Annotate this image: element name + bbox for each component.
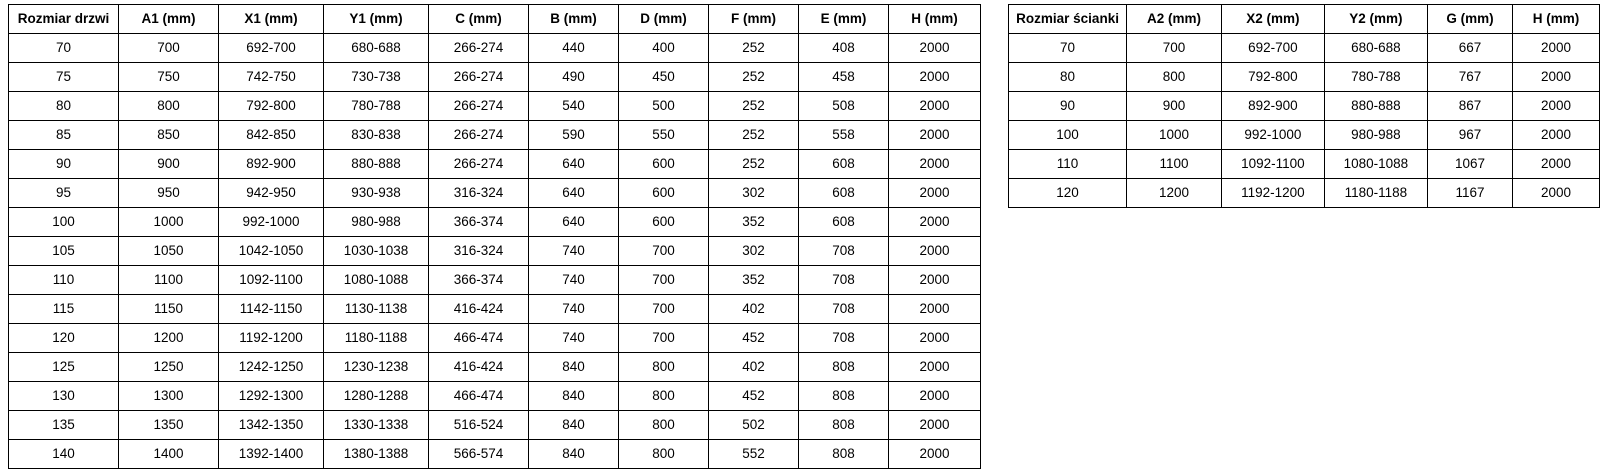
door-table-cell: 1392-1400 bbox=[219, 440, 324, 469]
door-table-cell: 950 bbox=[119, 179, 219, 208]
wall-table-column-header: H (mm) bbox=[1513, 5, 1600, 34]
wall-table-cell: 90 bbox=[1009, 92, 1127, 121]
door-table-cell: 1000 bbox=[119, 208, 219, 237]
door-table-cell: 1292-1300 bbox=[219, 382, 324, 411]
door-table-cell: 1042-1050 bbox=[219, 237, 324, 266]
door-table-cell: 840 bbox=[529, 411, 619, 440]
door-table-cell: 2000 bbox=[889, 34, 981, 63]
table-header-row bbox=[9, 5, 981, 34]
door-table-cell: 266-274 bbox=[429, 121, 529, 150]
wall-table-cell: 2000 bbox=[1513, 34, 1600, 63]
door-table-column-header: B (mm) bbox=[529, 5, 619, 34]
door-table-cell: 730-738 bbox=[324, 63, 429, 92]
door-table-column-header: X1 (mm) bbox=[219, 5, 324, 34]
table-row bbox=[1009, 121, 1600, 150]
wall-table-cell: 1200 bbox=[1127, 179, 1222, 208]
table-row bbox=[9, 208, 981, 237]
door-table-cell: 416-424 bbox=[429, 295, 529, 324]
table-row bbox=[9, 295, 981, 324]
door-table-column-header: A1 (mm) bbox=[119, 5, 219, 34]
door-table-cell: 466-474 bbox=[429, 382, 529, 411]
door-table-cell: 408 bbox=[799, 34, 889, 63]
door-table-cell: 440 bbox=[529, 34, 619, 63]
door-table-cell: 316-324 bbox=[429, 237, 529, 266]
door-table-header bbox=[9, 5, 981, 34]
wall-table-cell: 780-788 bbox=[1324, 63, 1427, 92]
door-table-cell: 502 bbox=[709, 411, 799, 440]
door-table-cell: 1050 bbox=[119, 237, 219, 266]
door-table-cell: 266-274 bbox=[429, 63, 529, 92]
door-table-cell: 608 bbox=[799, 150, 889, 179]
wall-table-cell: 2000 bbox=[1513, 179, 1600, 208]
table-row bbox=[1009, 179, 1600, 208]
wall-table-cell: 1180-1188 bbox=[1324, 179, 1427, 208]
table-row bbox=[9, 179, 981, 208]
door-table-cell: 600 bbox=[619, 179, 709, 208]
door-table-cell: 640 bbox=[529, 179, 619, 208]
door-table-cell: 780-788 bbox=[324, 92, 429, 121]
door-table-cell: 366-374 bbox=[429, 266, 529, 295]
door-table-cell: 800 bbox=[119, 92, 219, 121]
wall-table-cell: 110 bbox=[1009, 150, 1127, 179]
table-row bbox=[9, 411, 981, 440]
wall-table-cell: 692-700 bbox=[1221, 34, 1324, 63]
door-table-cell: 80 bbox=[9, 92, 119, 121]
door-table-cell: 135 bbox=[9, 411, 119, 440]
door-table-cell: 742-750 bbox=[219, 63, 324, 92]
door-table-cell: 1130-1138 bbox=[324, 295, 429, 324]
door-table-cell: 750 bbox=[119, 63, 219, 92]
door-table-cell: 70 bbox=[9, 34, 119, 63]
wall-table-column-header: X2 (mm) bbox=[1221, 5, 1324, 34]
door-table-cell: 2000 bbox=[889, 179, 981, 208]
door-table-cell: 2000 bbox=[889, 63, 981, 92]
door-table-cell: 2000 bbox=[889, 208, 981, 237]
wall-table-cell: 2000 bbox=[1513, 63, 1600, 92]
wall-table-cell: 2000 bbox=[1513, 121, 1600, 150]
door-table-cell: 416-424 bbox=[429, 353, 529, 382]
door-table-cell: 700 bbox=[619, 266, 709, 295]
table-row bbox=[9, 353, 981, 382]
wall-table-cell: 792-800 bbox=[1221, 63, 1324, 92]
door-table-cell: 458 bbox=[799, 63, 889, 92]
door-size-table-container bbox=[8, 4, 981, 469]
door-table-cell: 558 bbox=[799, 121, 889, 150]
door-table-cell: 252 bbox=[709, 121, 799, 150]
door-table-cell: 800 bbox=[619, 411, 709, 440]
table-row bbox=[1009, 34, 1600, 63]
door-table-cell: 808 bbox=[799, 440, 889, 469]
wall-table-column-header: Rozmiar ścianki bbox=[1009, 5, 1127, 34]
wall-table-column-header: A2 (mm) bbox=[1127, 5, 1222, 34]
wall-table-cell: 800 bbox=[1127, 63, 1222, 92]
wall-table-header bbox=[1009, 5, 1600, 34]
door-table-cell: 1350 bbox=[119, 411, 219, 440]
table-row bbox=[9, 150, 981, 179]
wall-table-cell: 1192-1200 bbox=[1221, 179, 1324, 208]
door-table-cell: 252 bbox=[709, 150, 799, 179]
door-table-column-header: D (mm) bbox=[619, 5, 709, 34]
wall-table-cell: 80 bbox=[1009, 63, 1127, 92]
wall-table-cell: 1067 bbox=[1427, 150, 1512, 179]
table-row bbox=[1009, 150, 1600, 179]
door-table-cell: 842-850 bbox=[219, 121, 324, 150]
table-row bbox=[1009, 92, 1600, 121]
door-table-cell: 540 bbox=[529, 92, 619, 121]
door-table-cell: 566-574 bbox=[429, 440, 529, 469]
door-table-cell: 466-474 bbox=[429, 324, 529, 353]
table-row bbox=[9, 382, 981, 411]
door-table-cell: 708 bbox=[799, 266, 889, 295]
wall-table-cell: 2000 bbox=[1513, 92, 1600, 121]
door-table-cell: 700 bbox=[119, 34, 219, 63]
door-table-cell: 1330-1338 bbox=[324, 411, 429, 440]
door-table-cell: 266-274 bbox=[429, 92, 529, 121]
door-table-cell: 900 bbox=[119, 150, 219, 179]
door-table-cell: 2000 bbox=[889, 150, 981, 179]
wall-table-cell: 100 bbox=[1009, 121, 1127, 150]
wall-table-cell: 680-688 bbox=[1324, 34, 1427, 63]
door-table-cell: 800 bbox=[619, 353, 709, 382]
wall-table-cell: 867 bbox=[1427, 92, 1512, 121]
door-table-cell: 640 bbox=[529, 150, 619, 179]
door-table-cell: 266-274 bbox=[429, 150, 529, 179]
wall-size-table-container bbox=[1008, 4, 1600, 208]
table-row bbox=[9, 440, 981, 469]
door-table-cell: 1300 bbox=[119, 382, 219, 411]
door-table-cell: 125 bbox=[9, 353, 119, 382]
door-table-cell: 740 bbox=[529, 237, 619, 266]
door-table-column-header: Y1 (mm) bbox=[324, 5, 429, 34]
door-table-cell: 550 bbox=[619, 121, 709, 150]
door-table-cell: 95 bbox=[9, 179, 119, 208]
door-table-cell: 708 bbox=[799, 295, 889, 324]
door-table-cell: 1230-1238 bbox=[324, 353, 429, 382]
door-table-cell: 266-274 bbox=[429, 34, 529, 63]
wall-table-cell: 892-900 bbox=[1221, 92, 1324, 121]
door-table-cell: 992-1000 bbox=[219, 208, 324, 237]
wall-table-cell: 880-888 bbox=[1324, 92, 1427, 121]
wall-table-cell: 120 bbox=[1009, 179, 1127, 208]
door-table-cell: 800 bbox=[619, 382, 709, 411]
wall-table-cell: 992-1000 bbox=[1221, 121, 1324, 150]
door-table-cell: 1100 bbox=[119, 266, 219, 295]
door-table-cell: 680-688 bbox=[324, 34, 429, 63]
door-table-cell: 1380-1388 bbox=[324, 440, 429, 469]
door-table-cell: 708 bbox=[799, 324, 889, 353]
door-table-cell: 700 bbox=[619, 295, 709, 324]
door-size-table bbox=[8, 4, 981, 469]
door-table-cell: 452 bbox=[709, 324, 799, 353]
door-table-cell: 1250 bbox=[119, 353, 219, 382]
door-table-cell: 105 bbox=[9, 237, 119, 266]
wall-table-cell: 700 bbox=[1127, 34, 1222, 63]
door-table-cell: 1342-1350 bbox=[219, 411, 324, 440]
door-table-cell: 830-838 bbox=[324, 121, 429, 150]
door-table-cell: 352 bbox=[709, 208, 799, 237]
door-table-cell: 930-938 bbox=[324, 179, 429, 208]
door-table-cell: 452 bbox=[709, 382, 799, 411]
door-table-cell: 808 bbox=[799, 353, 889, 382]
table-row bbox=[9, 34, 981, 63]
door-table-cell: 600 bbox=[619, 208, 709, 237]
door-table-cell: 552 bbox=[709, 440, 799, 469]
door-table-column-header: F (mm) bbox=[709, 5, 799, 34]
door-table-cell: 880-888 bbox=[324, 150, 429, 179]
wall-size-table bbox=[1008, 4, 1600, 208]
door-table-cell: 2000 bbox=[889, 92, 981, 121]
door-table-cell: 100 bbox=[9, 208, 119, 237]
door-table-cell: 252 bbox=[709, 63, 799, 92]
door-table-cell: 450 bbox=[619, 63, 709, 92]
door-table-cell: 120 bbox=[9, 324, 119, 353]
door-table-column-header: E (mm) bbox=[799, 5, 889, 34]
door-table-cell: 500 bbox=[619, 92, 709, 121]
door-table-cell: 75 bbox=[9, 63, 119, 92]
table-row bbox=[9, 237, 981, 266]
door-table-cell: 1242-1250 bbox=[219, 353, 324, 382]
table-row bbox=[1009, 63, 1600, 92]
door-table-cell: 1200 bbox=[119, 324, 219, 353]
door-table-cell: 130 bbox=[9, 382, 119, 411]
door-table-cell: 2000 bbox=[889, 411, 981, 440]
wall-table-cell: 1167 bbox=[1427, 179, 1512, 208]
door-table-cell: 800 bbox=[619, 440, 709, 469]
door-table-cell: 110 bbox=[9, 266, 119, 295]
door-table-cell: 608 bbox=[799, 208, 889, 237]
door-table-cell: 2000 bbox=[889, 295, 981, 324]
door-table-cell: 1400 bbox=[119, 440, 219, 469]
door-table-cell: 1092-1100 bbox=[219, 266, 324, 295]
door-table-cell: 1080-1088 bbox=[324, 266, 429, 295]
door-table-cell: 2000 bbox=[889, 353, 981, 382]
door-table-cell: 692-700 bbox=[219, 34, 324, 63]
door-table-cell: 90 bbox=[9, 150, 119, 179]
wall-table-cell: 1092-1100 bbox=[1221, 150, 1324, 179]
door-table-cell: 400 bbox=[619, 34, 709, 63]
door-table-cell: 115 bbox=[9, 295, 119, 324]
door-table-column-header: C (mm) bbox=[429, 5, 529, 34]
door-table-cell: 140 bbox=[9, 440, 119, 469]
door-table-cell: 2000 bbox=[889, 237, 981, 266]
wall-table-cell: 1100 bbox=[1127, 150, 1222, 179]
door-table-cell: 508 bbox=[799, 92, 889, 121]
wall-table-cell: 1000 bbox=[1127, 121, 1222, 150]
wall-table-cell: 667 bbox=[1427, 34, 1512, 63]
wall-table-body bbox=[1009, 34, 1600, 208]
door-table-cell: 1150 bbox=[119, 295, 219, 324]
door-table-cell: 1180-1188 bbox=[324, 324, 429, 353]
door-table-cell: 600 bbox=[619, 150, 709, 179]
door-table-cell: 640 bbox=[529, 208, 619, 237]
door-table-cell: 2000 bbox=[889, 382, 981, 411]
door-table-cell: 850 bbox=[119, 121, 219, 150]
door-table-cell: 808 bbox=[799, 411, 889, 440]
door-table-cell: 700 bbox=[619, 237, 709, 266]
door-table-cell: 808 bbox=[799, 382, 889, 411]
door-table-cell: 942-950 bbox=[219, 179, 324, 208]
door-table-cell: 980-988 bbox=[324, 208, 429, 237]
wall-table-cell: 1080-1088 bbox=[1324, 150, 1427, 179]
table-row bbox=[9, 266, 981, 295]
door-table-cell: 516-524 bbox=[429, 411, 529, 440]
wall-table-column-header: G (mm) bbox=[1427, 5, 1512, 34]
door-table-cell: 840 bbox=[529, 382, 619, 411]
wall-table-cell: 70 bbox=[1009, 34, 1127, 63]
wall-table-cell: 967 bbox=[1427, 121, 1512, 150]
table-header-row bbox=[1009, 5, 1600, 34]
door-table-cell: 840 bbox=[529, 353, 619, 382]
door-table-cell: 740 bbox=[529, 295, 619, 324]
wall-table-column-header: Y2 (mm) bbox=[1324, 5, 1427, 34]
door-table-cell: 366-374 bbox=[429, 208, 529, 237]
door-table-cell: 1280-1288 bbox=[324, 382, 429, 411]
door-table-cell: 590 bbox=[529, 121, 619, 150]
door-table-cell: 402 bbox=[709, 353, 799, 382]
door-table-cell: 2000 bbox=[889, 121, 981, 150]
door-table-body bbox=[9, 34, 981, 469]
door-table-cell: 1192-1200 bbox=[219, 324, 324, 353]
door-table-cell: 252 bbox=[709, 34, 799, 63]
door-table-cell: 1030-1038 bbox=[324, 237, 429, 266]
door-table-cell: 352 bbox=[709, 266, 799, 295]
door-table-cell: 740 bbox=[529, 324, 619, 353]
wall-table-cell: 900 bbox=[1127, 92, 1222, 121]
door-table-cell: 2000 bbox=[889, 440, 981, 469]
door-table-cell: 316-324 bbox=[429, 179, 529, 208]
door-table-cell: 792-800 bbox=[219, 92, 324, 121]
door-table-cell: 302 bbox=[709, 237, 799, 266]
door-table-cell: 2000 bbox=[889, 324, 981, 353]
door-table-cell: 892-900 bbox=[219, 150, 324, 179]
door-table-cell: 2000 bbox=[889, 266, 981, 295]
table-row bbox=[9, 63, 981, 92]
door-table-cell: 302 bbox=[709, 179, 799, 208]
table-row bbox=[9, 121, 981, 150]
door-table-cell: 608 bbox=[799, 179, 889, 208]
table-row bbox=[9, 92, 981, 121]
wall-table-cell: 2000 bbox=[1513, 150, 1600, 179]
door-table-cell: 740 bbox=[529, 266, 619, 295]
door-table-cell: 1142-1150 bbox=[219, 295, 324, 324]
wall-table-cell: 767 bbox=[1427, 63, 1512, 92]
table-row bbox=[9, 324, 981, 353]
door-table-cell: 700 bbox=[619, 324, 709, 353]
wall-table-cell: 980-988 bbox=[1324, 121, 1427, 150]
door-table-cell: 840 bbox=[529, 440, 619, 469]
door-table-cell: 402 bbox=[709, 295, 799, 324]
door-table-column-header: Rozmiar drzwi bbox=[9, 5, 119, 34]
door-table-cell: 708 bbox=[799, 237, 889, 266]
door-table-cell: 252 bbox=[709, 92, 799, 121]
door-table-cell: 85 bbox=[9, 121, 119, 150]
door-table-cell: 490 bbox=[529, 63, 619, 92]
door-table-column-header: H (mm) bbox=[889, 5, 981, 34]
